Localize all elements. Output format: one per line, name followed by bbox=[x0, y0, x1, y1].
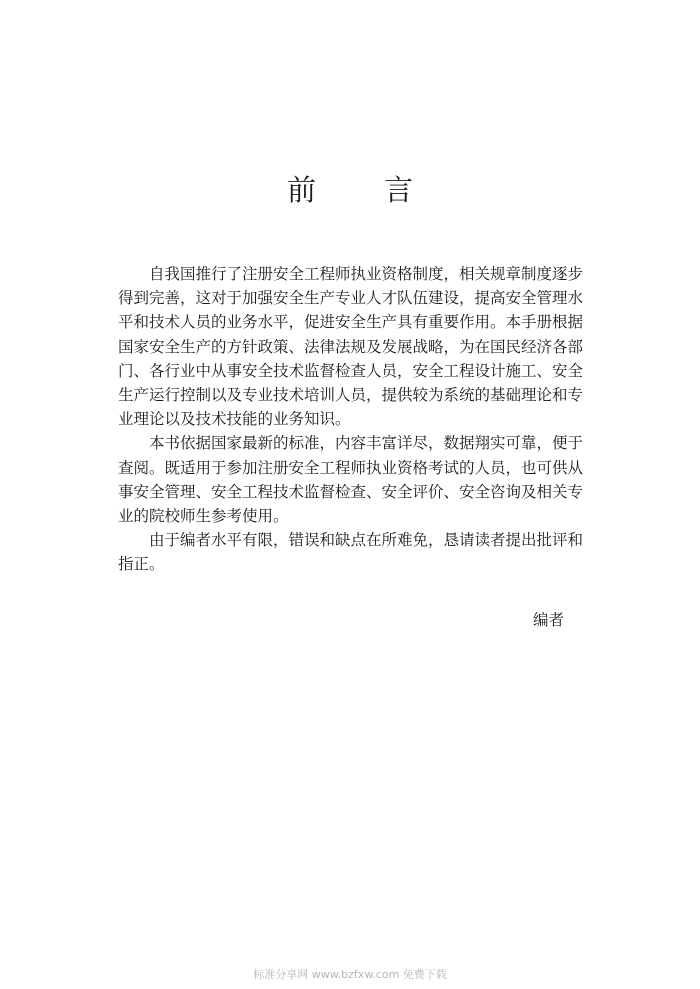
signature: 编者 bbox=[533, 611, 565, 629]
title-char: 言 bbox=[384, 173, 414, 207]
paragraph: 本书依据国家最新的标准，内容丰富详尽，数据翔实可靠，便于查阅。既适用于参加注册安全工程师执业资格考试的人员，也可供从事安全管理、安全工程技术监督检查、安全评价、安全咨询及相关专业的院校师生参考使用。 bbox=[118, 434, 584, 526]
title-char: 前 bbox=[286, 173, 316, 207]
paragraph: 自我国推行了注册安全工程师执业资格制度，相关规章制度逐步得到完善，这对于加强安全生产专业人才队伍建设，提高安全管理水平和技术人员的业务水平，促进安全生产具有重要作用。本手册根据国家安全生产的方针政策、法律法规及发展战略，为在国民经济各部门、各行业中从事安全技术监督检查人员，安全工程设计施工、安全生产运行控制以及专业技术培训人员，提供较为系统的基础理论和专业理论以及技术技能的业务知识。 bbox=[118, 265, 584, 429]
watermark-footer: 标准分享网 www.bzfxw.com 免费下载 bbox=[253, 968, 447, 981]
preface-body bbox=[118, 262, 583, 577]
page-title bbox=[0, 168, 700, 209]
paragraph: 由于编者水平有限，错误和缺点在所难免，恳请读者提出批评和指正。 bbox=[118, 531, 584, 574]
